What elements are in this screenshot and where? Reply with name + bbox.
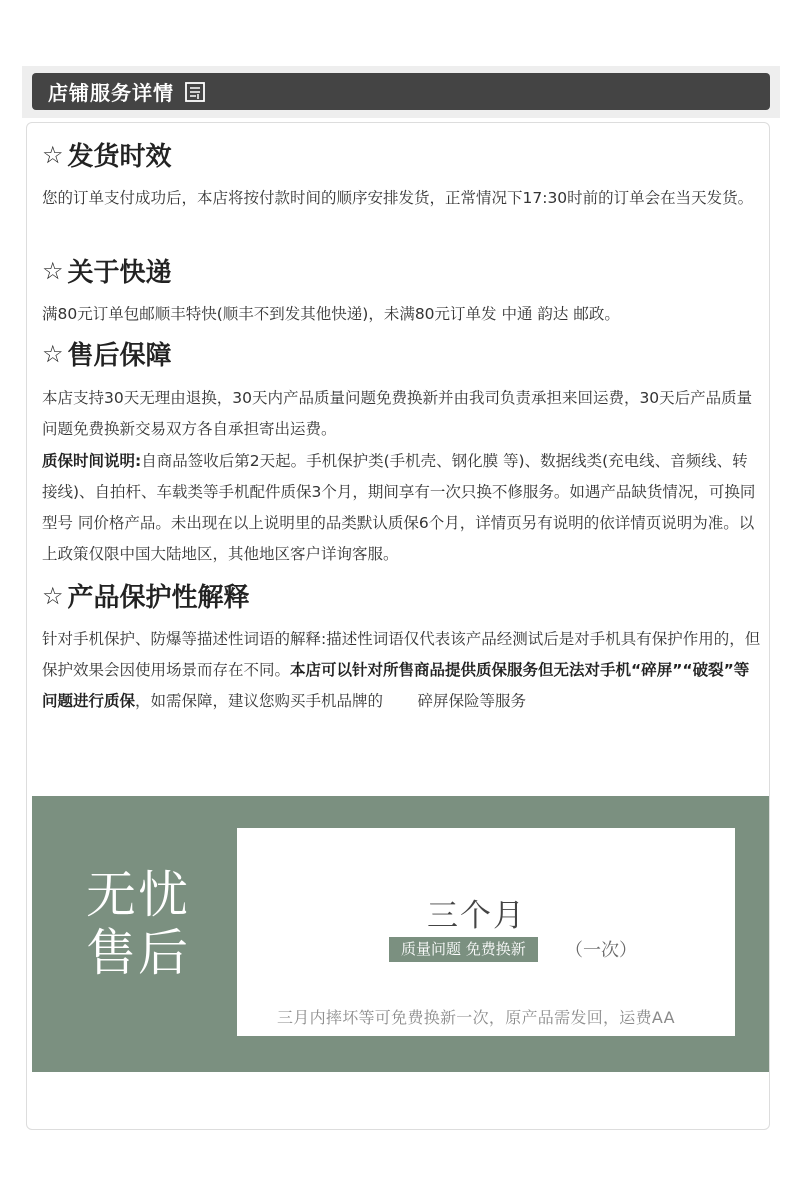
protection-paragraph (42, 624, 762, 717)
warranty-label: 质保时间说明: (42, 452, 142, 470)
section-title-text: 售后保障 (67, 341, 172, 371)
promo-title-line1: 无忧 (86, 866, 190, 924)
star-icon: ☆ (42, 256, 64, 285)
section-title-text: 发货时效 (67, 142, 172, 172)
section-express-title (42, 252, 172, 289)
section-aftersale-title (42, 335, 172, 372)
promo-once: （一次） (565, 940, 637, 961)
protection-text-c: 碎屏保险等服务 (417, 692, 527, 710)
store-service-header (32, 73, 770, 110)
promo-note: 三月内摔坏等可免费换新一次，原产品需发回，运费AA (277, 1008, 675, 1027)
protection-text-b: ，如需保障，建议您购买手机品牌的 (135, 692, 384, 710)
star-icon: ☆ (42, 339, 64, 368)
shipping-text: 您的订单支付成功后，本店将按付款时间的顺序安排发货，正常情况下17:30时前的订单会在当天发货。 (42, 189, 754, 207)
promo-card (237, 828, 735, 1036)
express-text: 满80元订单包邮顺丰特快(顺丰不到发其他快递)，未满80元订单发 中通 韵达 邮政。 (42, 305, 620, 323)
section-shipping-title (42, 136, 172, 173)
protection-text-bold: 本店可以针对所售商品提供质保服务但无法对手机“碎屏”“破裂”等问题进行质保 (42, 661, 750, 710)
star-icon: ☆ (42, 581, 64, 610)
promo-title-line2: 售后 (86, 924, 190, 982)
promo-tag: 质量问题 免费换新 (389, 937, 538, 962)
worry-free-aftersale-banner (32, 796, 769, 1072)
warranty-text: 自商品签收后第2天起。手机保护类(手机壳、钢化膜 等)、数据线类(充电线、音频线、转接线)、自拍杆、车载类等手机配件质保3个月，期间享有一次只换不修服务。如遇产品缺货情况，可换同型号 同价格产品。未出现在以上说明里的品类默认质保6个月，详情页另有说明的依详情页说明为准。以上政策仅限中国大陆地区，其他地区客户详询客服。 (42, 452, 756, 563)
promo-headline: 三个月 (427, 898, 526, 934)
star-icon: ☆ (42, 140, 64, 169)
section-title-text: 产品保护性解释 (67, 583, 250, 613)
section-title-text: 关于快递 (67, 258, 172, 288)
promo-title (86, 866, 190, 982)
warranty-paragraph (42, 446, 762, 570)
document-icon (184, 81, 206, 103)
section-protection-title (42, 577, 250, 614)
header-title: 店铺服务详情 (48, 81, 174, 105)
protection-text-a: 针对手机保护、防爆等描述性词语的解释:描述性词语仅代表该产品经测试后是对手机具有保护作用的，但保护效果会因使用场景而存在不同。 (42, 630, 761, 679)
aftersale-text: 本店支持30天无理由退换，30天内产品质量问题免费换新并由我司负责承担来回运费，30天后产品质量问题免费换新交易双方各自承担寄出运费。 (42, 389, 753, 438)
